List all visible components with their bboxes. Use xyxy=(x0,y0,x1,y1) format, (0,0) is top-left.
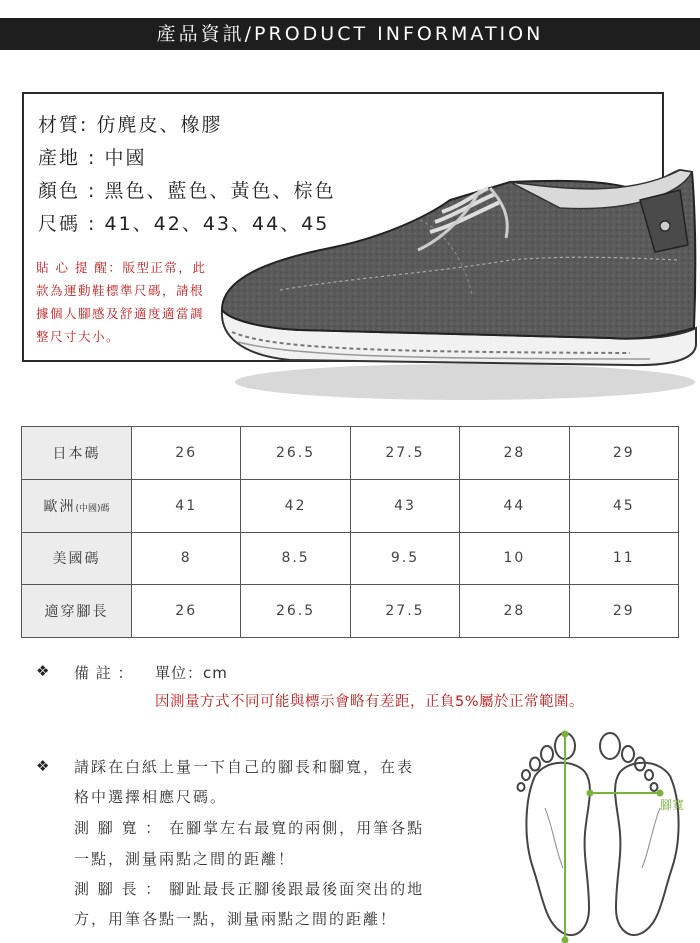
instruction-line: 方，用筆各點一點，測量兩點之間的距離！ xyxy=(74,910,398,928)
tip-line: 款為運動鞋標準尺碼，請根 xyxy=(36,283,205,298)
table-cell: 26.5 xyxy=(241,427,350,480)
row-label-small: (中國)碼 xyxy=(75,503,110,514)
table-cell: 26.5 xyxy=(241,585,350,638)
instruction-line: 格中選擇相應尺碼。 xyxy=(74,788,228,806)
table-cell: 11 xyxy=(569,532,678,585)
remark-unit: 單位：cm xyxy=(155,664,228,682)
tip-line: 整尺寸大小。 xyxy=(36,329,121,344)
instruction-bullet-icon: ❖ xyxy=(36,757,50,775)
instruction-line: 一點，測量兩點之間的距離！ xyxy=(74,850,296,868)
row-label-main: 歐洲 xyxy=(43,498,76,515)
table-cell: 8 xyxy=(132,532,241,585)
tip-line: 據個人腳感及舒適度適當調 xyxy=(36,306,205,321)
row-label: 日本碼 xyxy=(22,427,132,480)
table-cell: 44 xyxy=(460,479,569,532)
shoe-image xyxy=(210,160,700,410)
table-cell: 9.5 xyxy=(350,532,459,585)
row-label: 美國碼 xyxy=(22,532,132,585)
row-label xyxy=(22,479,132,532)
table-row xyxy=(22,585,679,638)
tip-line: 貼 心 提 醒：版型正常，此 xyxy=(36,260,207,275)
table-row xyxy=(22,479,679,532)
remark-bullet-icon: ❖ xyxy=(36,662,50,680)
instruction-line: 請踩在白紙上量一下自己的腳長和腳寬，在表 xyxy=(74,758,415,776)
table-cell: 28 xyxy=(460,585,569,638)
spec-sizes: 尺碼 : 41、42、43、44、45 xyxy=(38,213,330,235)
table-cell: 41 xyxy=(132,479,241,532)
table-cell: 42 xyxy=(241,479,350,532)
foot-measurement-diagram xyxy=(505,728,700,943)
remark-disclaimer: 因測量方式不同可能與標示會略有差距，正負5%屬於正常範圍。 xyxy=(155,694,585,710)
size-table xyxy=(21,426,679,638)
table-cell: 26 xyxy=(132,585,241,638)
table-cell: 45 xyxy=(569,479,678,532)
table-cell: 8.5 xyxy=(241,532,350,585)
table-cell: 10 xyxy=(460,532,569,585)
table-cell: 29 xyxy=(569,585,678,638)
page-title: 產品資訊/PRODUCT INFORMATION xyxy=(156,23,544,45)
table-cell: 27.5 xyxy=(350,427,459,480)
foot-width-label: 腳寬 xyxy=(660,798,685,812)
table-cell: 28 xyxy=(460,427,569,480)
remark-label: 備 註 ： xyxy=(74,664,134,682)
table-cell: 29 xyxy=(569,427,678,480)
instruction-line: 測 腳 寬 ： 在腳掌左右最寬的兩側，用筆各點 xyxy=(74,819,425,837)
spec-origin: 產地 : 中國 xyxy=(38,147,147,169)
table-cell: 26 xyxy=(132,427,241,480)
spec-colors: 顏色 : 黑色、藍色、黃色、棕色 xyxy=(38,180,336,202)
table-row xyxy=(22,532,679,585)
table-cell: 27.5 xyxy=(350,585,459,638)
spec-material: 材質: 仿麂皮、橡膠 xyxy=(38,114,223,136)
table-row xyxy=(22,427,679,480)
table-cell: 43 xyxy=(350,479,459,532)
row-label: 適穿腳長 xyxy=(22,585,132,638)
instruction-line: 測 腳 長 ： 腳趾最長正腳後跟最後面突出的地 xyxy=(74,880,425,898)
